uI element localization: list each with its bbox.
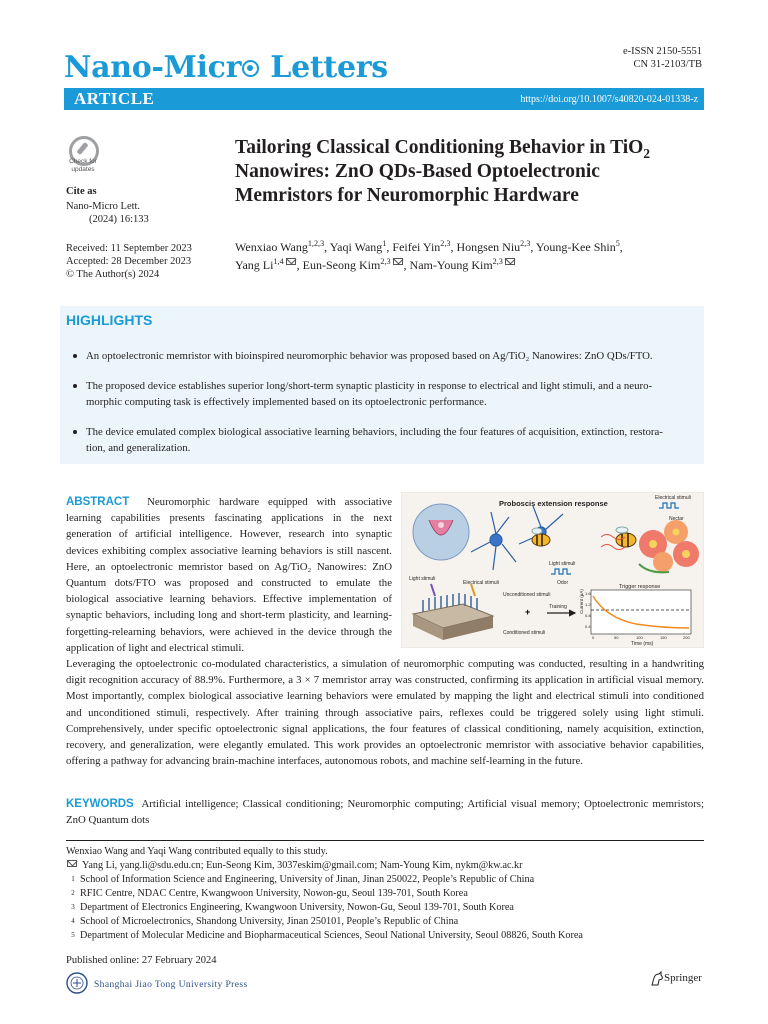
author-aff: 1 (382, 239, 387, 248)
trigger-response-plot (591, 590, 691, 634)
author-name: Eun-Seong Kim (302, 258, 381, 272)
author-aff: 5 (615, 239, 620, 248)
graphical-abstract-figure (401, 492, 704, 648)
author-line2 (235, 256, 705, 274)
highlight-item-3 (70, 424, 700, 456)
journal-name-part1: Nano-Micr (64, 50, 242, 85)
cn-number: CN 31-2103/TB (633, 59, 702, 70)
equal-contribution: Wenxiao Wang and Yaqi Wang contributed equally to this study. (66, 846, 328, 857)
author-sep: , (296, 258, 303, 272)
affiliation-text: School of Information Science and Engineering, University of Jinan, Jinan 250022, People’s Republic of China (80, 874, 535, 885)
affiliation-number: 4 (71, 917, 75, 925)
fig-training: Training (549, 604, 567, 610)
journal-name (64, 50, 388, 85)
fig-y-label: Current (µA) (579, 589, 584, 614)
affiliation-number: 5 (71, 931, 75, 939)
fig-light-stimuli-left: Light stimuli (409, 576, 436, 582)
affiliation-3 (66, 901, 514, 915)
keywords (66, 796, 704, 828)
fig-xtick: 200 (683, 635, 690, 640)
mail-icon[interactable] (286, 258, 296, 265)
author-sep: , (403, 258, 410, 272)
affiliation-number: 3 (71, 903, 75, 911)
author-sep: , (386, 240, 393, 254)
published-date: Published online: 27 February 2024 (66, 955, 217, 966)
fig-xtick: 0 (592, 635, 595, 640)
affiliation-text: RFIC Centre, NDAC Centre, Kwangwoon University, Nowon-gu, Seoul 139-701, South Korea (80, 888, 468, 899)
highlight-item-1: An optoelectronic memristor with bioinspired neuromorphic behavior was proposed based on Ag/TiO₂ Nanowires: ZnO QDs/FTO. (70, 348, 700, 364)
fig-nectar: Nectar (669, 516, 684, 522)
mail-icon[interactable] (393, 258, 403, 265)
affiliation-text: Department of Electronics Engineering, Kwangwoon University, Nowon-Gu, Seoul 139-701, South Korea (80, 902, 514, 913)
mail-icon (67, 860, 77, 867)
doi-link[interactable]: https://doi.org/10.1007/s40820-024-01338-z (520, 94, 698, 105)
highlight-item-2 (70, 378, 700, 410)
author-aff: 1,4 (273, 257, 284, 266)
fig-ytick: 0.4 (585, 624, 591, 629)
fig-xtick: 50 (614, 635, 619, 640)
mail-icon[interactable] (505, 258, 515, 265)
fig-title: Proboscis extension response (499, 499, 608, 508)
fig-electrical-stimuli-left: Electrical stimuli (463, 580, 499, 586)
author-sep: , (450, 240, 457, 254)
affiliation-4 (66, 915, 458, 929)
fig-conditioned: Conditioned stimuli (503, 630, 546, 636)
section-label: ARTICLE (74, 89, 155, 108)
author-name: Yaqi Wang (329, 240, 383, 254)
check-updates-label (60, 158, 106, 173)
fig-ytick: 1.6 (585, 591, 591, 596)
affiliation-text: Department of Molecular Medicine and Biopharmaceutical Sciences, Seoul National University, Seoul 08826, South Korea (80, 930, 583, 941)
fig-odor: Odor (557, 580, 569, 586)
author-aff: 2,3 (440, 239, 451, 248)
highlight-item-2-line2: morphic computing task is effectively implemented based on its optoelectronic performance. (86, 396, 487, 408)
journal-name-part2: Letters (270, 50, 388, 85)
author-sep: , (619, 240, 623, 254)
title-line2: Nanowires: ZnO QDs-Based Optoelectronic (235, 161, 600, 182)
keywords-text: Artificial intelligence; Classical conditioning; Neuromorphic computing; Artificial visual memory; Optoelectronic memristors; ZnO Quantum dots (66, 798, 704, 827)
contact-line (66, 859, 523, 873)
highlight-item-3-line1: The device emulated complex biological associative learning behaviors, including the four features of acquisition, extinction, restora- (86, 426, 663, 438)
author-aff: 2,3 (492, 257, 503, 266)
author-aff: 1,2,3 (307, 239, 325, 248)
fig-ytick: 0.8 (585, 613, 591, 618)
check-updates-line1: Check for (69, 158, 97, 165)
springer-label: Springer (664, 972, 702, 984)
author-line1 (235, 238, 705, 256)
affiliation-number: 1 (71, 875, 75, 883)
author-sep: , (324, 240, 330, 254)
author-name: Young-Kee Shin (535, 240, 616, 254)
author-name: Yang Li (235, 258, 274, 272)
author-list (235, 238, 705, 274)
eissn: e-ISSN 2150-5551 (622, 46, 702, 57)
issn-block (623, 45, 702, 71)
journal-logo-o-icon (242, 60, 259, 77)
fig-trigger: Trigger response (619, 584, 661, 590)
abstract-part2: Leveraging the optoelectronic co-modulated characteristics, a simulation of neuromorphic computing was conducted, resulting in a handwriting digit recognition accuracy of 88.9%. Furthermore, a 3 × 7 memristor array was constructed, confirming its application in artificial visual memory. Most importantly, complex biological associative learning behaviors were emulated by mapping the light and electrical stimuli into conditioned and unconditioned stimuli, respectively. After training through associative pairs, reflexes could be triggered solely using light stimuli. Comprehensively, under specific optoelectronic signal applications, the four features of classical conditioning, namely acquisition, extinction, recovery, and generalization, were elegantly emulated. This work provides an optoelectronic memristor with associative behavior capabilities, offering a pathway for advancing brain-machine interfaces, autonomous robots, and machine self-learning in the future. (66, 658, 704, 768)
plus-sign: + (525, 607, 531, 617)
fig-xtick: 100 (636, 635, 643, 640)
author-name: Feifei Yin (392, 240, 441, 254)
author-aff: 2,3 (520, 239, 531, 248)
author-name: Wenxiao Wang (235, 240, 308, 254)
title-line1-text: Tailoring Classical Conditioning Behavior in TiO (235, 137, 644, 158)
author-sep: , (530, 240, 536, 254)
accepted-date: Accepted: 28 December 2023 (66, 256, 192, 267)
affiliation-number: 2 (71, 889, 75, 897)
highlight-item-2-line1: The proposed device establishes superior long/short-term synaptic plasticity in response to electrical and light stimuli, and a neuro- (86, 380, 653, 392)
highlights-heading: HIGHLIGHTS (66, 312, 153, 328)
cite-label: Cite as (66, 186, 97, 197)
abstract-label: ABSTRACT (66, 496, 130, 508)
affiliation-text: School of Microelectronics, Shandong University, Jinan 250101, People’s Republic of China (80, 916, 459, 927)
affiliation-2 (66, 887, 468, 901)
title-line3: Memristors for Neuromorphic Hardware (235, 185, 579, 206)
check-updates-line2: updates (71, 165, 95, 173)
cite-ref: (2024) 16:133 (89, 214, 149, 225)
author-name: Hongsen Niu (456, 240, 521, 254)
highlight-item-3-line2: tion, and generalization. (86, 442, 191, 454)
cite-journal: Nano-Micro Lett. (66, 201, 141, 212)
fig-ytick: 1.2 (585, 602, 591, 607)
keywords-label: KEYWORDS (66, 798, 134, 810)
sjtu-press-logo (66, 970, 326, 996)
affiliation-5 (66, 929, 583, 943)
received-date: Received: 11 September 2023 (66, 243, 192, 254)
title-line1 (235, 136, 705, 160)
fig-x-label: Time (ms) (631, 641, 654, 647)
fig-xtick: 150 (660, 635, 667, 640)
author-aff: 2,3 (380, 257, 391, 266)
fig-unconditioned: Unconditioned stimuli (503, 592, 551, 598)
abstract-part1 (66, 494, 392, 656)
abstract-text-1: Neuromorphic hardware equipped with associative learning capabilities presents fascinating applications in the next generation of artificial intelligence. However, research into synaptic devices exhibiting complex associative learning behaviors is still nascent. Here, an optoelectronic memristor based on Ag/TiO₂ Nanowires: ZnO Quantum dots/FTO was proposed and constructed to emulate the biological associative learning behaviors. Effective implementation of synaptic behaviors, including long and short-term plasticity, and learning-forgetting-relearning behaviors, were achieved in the device through the application of light and electrical stimuli. (66, 496, 392, 654)
contact-text[interactable]: Yang Li, yang.li@sdu.edu.cn; Eun-Seong Kim, 3037eskim@gmail.com; Nam-Young Kim, nykm@kw.ac.kr (82, 860, 523, 871)
affiliation-1 (66, 873, 534, 887)
fig-light-stimuli: Light stimuli (549, 561, 576, 567)
copyright: © The Author(s) 2024 (66, 269, 160, 280)
title-subscript: 2 (643, 145, 650, 161)
article-title (235, 136, 705, 208)
sjtu-press-label: Shanghai Jiao Tong University Press (94, 980, 248, 990)
footnote-rule (66, 840, 704, 841)
author-name: Nam-Young Kim (409, 258, 493, 272)
fig-electrical-stimuli: Electrical stimuli (655, 495, 691, 501)
